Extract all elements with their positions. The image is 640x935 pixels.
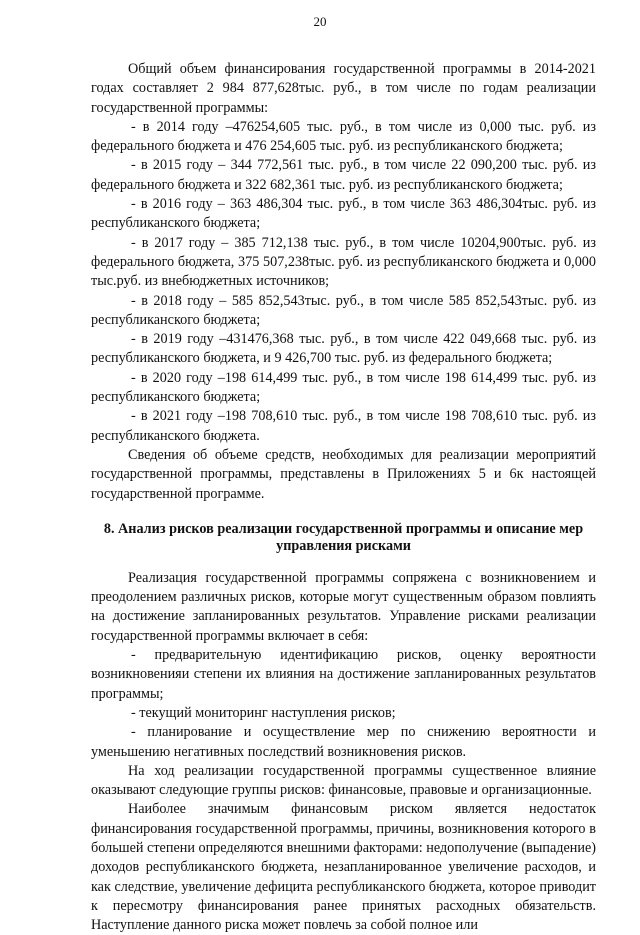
page-body (91, 60, 596, 935)
funding-year-2021: - в 2021 году –198 708,610 тыс. руб., в том числе 198 708,610 тыс. руб. из республиканского бюджета. (91, 408, 596, 444)
funding-intro-paragraph: Общий объем финансирования государственной программы в 2014-2021 годах составляет 2 984 877,628тыс. руб., в том числе по годам реализации государственной программы: (91, 61, 596, 116)
section-8-heading: 8. Анализ рисков реализации государственной программы и описание мер управления рисками (103, 520, 584, 554)
risk-bullet-identification: - предварительную идентификацию рисков, оценку вероятности возникновенияи степени их влияния на достижение запланированных результатов программы; (91, 647, 596, 702)
funding-year-2019: - в 2019 году –431476,368 тыс. руб., в том числе 422 049,668 тыс. руб. из республиканского бюджета, и 9 426,700 тыс. руб. из федерального бюджета; (91, 331, 596, 367)
funding-year-2016: - в 2016 году – 363 486,304 тыс. руб., в том числе 363 486,304тыс. руб. из республиканского бюджета; (91, 196, 596, 232)
funding-year-2017: - в 2017 году – 385 712,138 тыс. руб., в том числе 10204,900тыс. руб. из федерального бюджета, 375 507,238тыс. руб. из республиканского бюджета и 0,000 тыс.руб. из внебюджетных источников; (91, 234, 596, 290)
appendix-note-paragraph: Сведения об объеме средств, необходимых для реализации мероприятий государственной программы, представлены в Приложениях 5 и 6к настоящей государственной программе. (91, 446, 596, 502)
funding-year-2015: - в 2015 году – 344 772,561 тыс. руб., в том числе 22 090,200 тыс. руб. из федерального бюджета и 322 682,361 тыс. руб. из республиканского бюджета; (91, 157, 596, 193)
risk-intro-paragraph: Реализация государственной программы сопряжена с возникновением и преодолением различных рисков, которые могут существенным образом повлиять на достижение запланированных результатов. Управление рисками реализации государственной программы включает в себя: (91, 569, 596, 644)
financial-risk-paragraph: Наиболее значимым финансовым риском является недостаток финансирования государственной программы, причины, возникновения которого в большей степени определяются внешними факторами: недополучение (выпадение) доходов республиканского бюджета, незапланированное увеличение расходов, и как следствие, увеличение дефицита республиканского бюджета, которое приводит к пересмотру финансирования ранее принятых расходных обязательств. Наступление данного риска может повлечь за собой полное или (91, 801, 596, 934)
funding-year-2020: - в 2020 году –198 614,499 тыс. руб., в том числе 198 614,499 тыс. руб. из республиканского бюджета; (91, 369, 596, 406)
page-number: 20 (313, 14, 327, 29)
risk-bullet-monitoring: - текущий мониторинг наступления рисков; (131, 704, 396, 721)
funding-year-2018: - в 2018 году – 585 852,543тыс. руб., в том числе 585 852,543тыс. руб. из республиканского бюджета; (91, 292, 596, 328)
risk-bullet-planning: - планирование и осуществление мер по снижению вероятности и уменьшению негативных последствий возникновения рисков. (91, 724, 596, 760)
funding-year-2014: - в 2014 году –476254,605 тыс. руб., в том числе из 0,000 тыс. руб. из федерального бюджета и 476 254,605 тыс. руб. из республиканского бюджета; (91, 118, 596, 155)
risk-groups-paragraph: На ход реализации государственной программы существенное влияние оказывают следующие группы рисков: финансовые, правовые и организационные. (91, 762, 596, 799)
